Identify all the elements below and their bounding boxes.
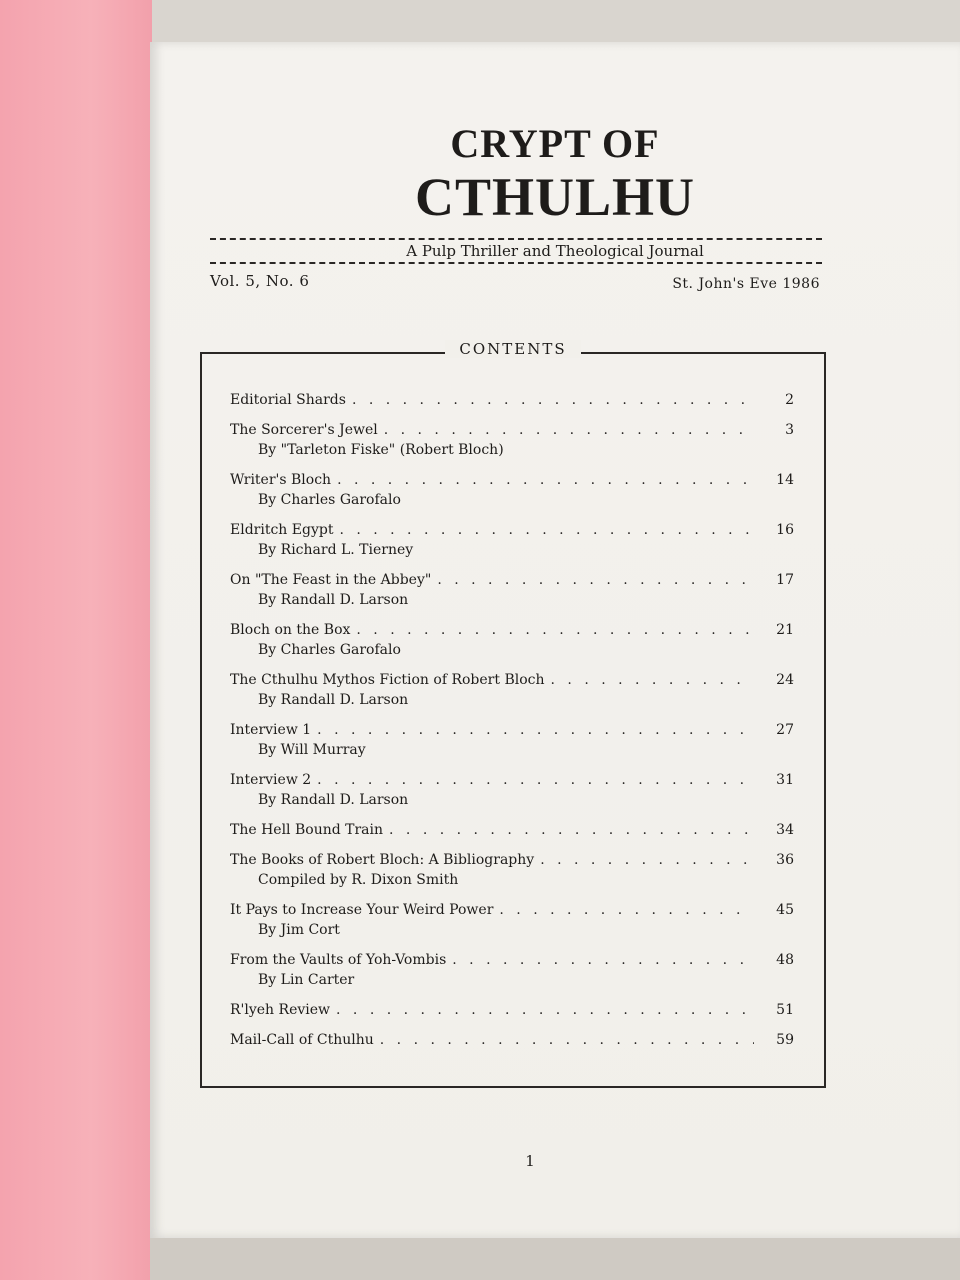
toc-entry-page: 14	[776, 472, 794, 488]
toc-entry-page: 36	[776, 852, 794, 868]
toc-entry-title: Mail-Call of Cthulhu	[230, 1032, 374, 1048]
dot-leader	[352, 390, 754, 410]
dashed-rule-top	[210, 238, 822, 240]
dashed-rule-bottom	[210, 262, 822, 264]
dot-leader	[384, 420, 754, 440]
toc-entry-page: 2	[785, 392, 794, 408]
toc-entry-page: 59	[776, 1032, 794, 1048]
toc-entry-byline: By Randall D. Larson	[258, 792, 409, 808]
toc-entry-row	[230, 850, 794, 870]
toc-entry-row	[230, 670, 794, 690]
toc-entry-row	[230, 620, 794, 640]
toc-entry-page: 45	[776, 902, 794, 918]
contents-heading-text: CONTENTS	[445, 340, 580, 358]
toc-entry-row	[230, 950, 794, 970]
toc-entry-title: Writer's Bloch	[230, 472, 332, 488]
dot-leader	[452, 950, 754, 970]
toc-entry-byline: By Randall D. Larson	[258, 592, 409, 608]
toc-entry-title: The Sorcerer's Jewel	[230, 422, 378, 438]
toc-entry-page: 16	[776, 522, 794, 538]
toc-entry-page: 3	[785, 422, 794, 438]
pink-cover-edge	[0, 0, 152, 1280]
toc-entry	[230, 670, 794, 710]
toc-entry	[230, 850, 794, 890]
toc-entry-byline: By Charles Garofalo	[258, 492, 401, 508]
dot-leader	[339, 520, 754, 540]
toc-entry	[230, 570, 794, 610]
toc-entry-page: 27	[776, 722, 794, 738]
toc-entry-page: 31	[776, 772, 794, 788]
toc-entry-title: Interview 2	[230, 772, 312, 788]
volume-number: Vol. 5, No. 6	[210, 272, 310, 290]
toc-entry	[230, 1000, 794, 1020]
toc-entry	[230, 820, 794, 840]
toc-entry-page: 24	[776, 672, 794, 688]
toc-entry	[230, 390, 794, 410]
toc-entry-title: It Pays to Increase Your Weird Power	[230, 902, 494, 918]
table-of-contents	[230, 390, 794, 1060]
dot-leader	[336, 1000, 754, 1020]
dot-leader	[317, 720, 754, 740]
toc-entry-title: From the Vaults of Yoh-Vombis	[230, 952, 447, 968]
toc-entry-byline: Compiled by R. Dixon Smith	[258, 872, 459, 888]
toc-entry	[230, 900, 794, 940]
toc-entry-row	[230, 900, 794, 920]
dot-leader	[551, 670, 754, 690]
issue-date: St. John's Eve 1986	[672, 276, 820, 292]
toc-entry-title: The Hell Bound Train	[230, 822, 384, 838]
journal-page	[150, 42, 960, 1238]
toc-entry-byline: By Randall D. Larson	[258, 692, 409, 708]
toc-entry	[230, 520, 794, 560]
toc-entry-row	[230, 770, 794, 790]
toc-entry	[230, 950, 794, 990]
toc-entry-page: 48	[776, 952, 794, 968]
title-line-1: CRYPT OF	[450, 121, 660, 166]
toc-entry-row	[230, 570, 794, 590]
toc-entry-row	[230, 520, 794, 540]
toc-entry-row	[230, 390, 794, 410]
toc-entry-title: The Cthulhu Mythos Fiction of Robert Bloch	[230, 672, 545, 688]
contents-heading	[202, 340, 824, 358]
dot-leader	[499, 900, 754, 920]
title-line-2: CTHULHU	[414, 167, 696, 227]
table-surface	[150, 1238, 960, 1280]
toc-entry-row	[230, 1030, 794, 1050]
toc-entry-byline: By Richard L. Tierney	[258, 542, 414, 558]
toc-entry	[230, 470, 794, 510]
toc-entry-title: Interview 1	[230, 722, 312, 738]
dot-leader	[540, 850, 754, 870]
toc-entry-page: 51	[776, 1002, 794, 1018]
dot-leader	[380, 1030, 754, 1050]
dot-leader	[437, 570, 754, 590]
dot-leader	[356, 620, 754, 640]
tagline-text: A Pulp Thriller and Theological Journal	[400, 242, 710, 260]
toc-entry-row	[230, 420, 794, 440]
toc-entry-row	[230, 820, 794, 840]
contents-box	[200, 340, 826, 1088]
dot-leader	[337, 470, 754, 490]
toc-entry-title: Eldritch Egypt	[230, 522, 334, 538]
tagline	[150, 242, 960, 260]
toc-entry-title: Bloch on the Box	[230, 622, 351, 638]
toc-entry	[230, 420, 794, 460]
toc-entry-page: 34	[776, 822, 794, 838]
toc-entry-byline: By Will Murray	[258, 742, 366, 758]
toc-entry-title: On "The Feast in the Abbey"	[230, 572, 432, 588]
toc-entry-row	[230, 720, 794, 740]
toc-entry-row	[230, 470, 794, 490]
toc-entry-row	[230, 1000, 794, 1020]
dot-leader	[389, 820, 754, 840]
toc-entry-title: Editorial Shards	[230, 392, 346, 408]
toc-entry	[230, 770, 794, 810]
page-number: 1	[525, 1152, 535, 1170]
toc-entry-page: 17	[776, 572, 794, 588]
toc-entry-title: The Books of Robert Bloch: A Bibliography	[230, 852, 535, 868]
toc-entry	[230, 620, 794, 660]
toc-entry-byline: By Charles Garofalo	[258, 642, 401, 658]
toc-entry-byline: By Jim Cort	[258, 922, 340, 938]
toc-entry-page: 21	[776, 622, 794, 638]
toc-entry	[230, 720, 794, 760]
toc-entry-byline: By Lin Carter	[258, 972, 355, 988]
toc-entry-title: R'lyeh Review	[230, 1002, 331, 1018]
dot-leader	[317, 770, 754, 790]
toc-entry	[230, 1030, 794, 1050]
toc-entry-byline: By "Tarleton Fiske" (Robert Bloch)	[258, 442, 504, 458]
